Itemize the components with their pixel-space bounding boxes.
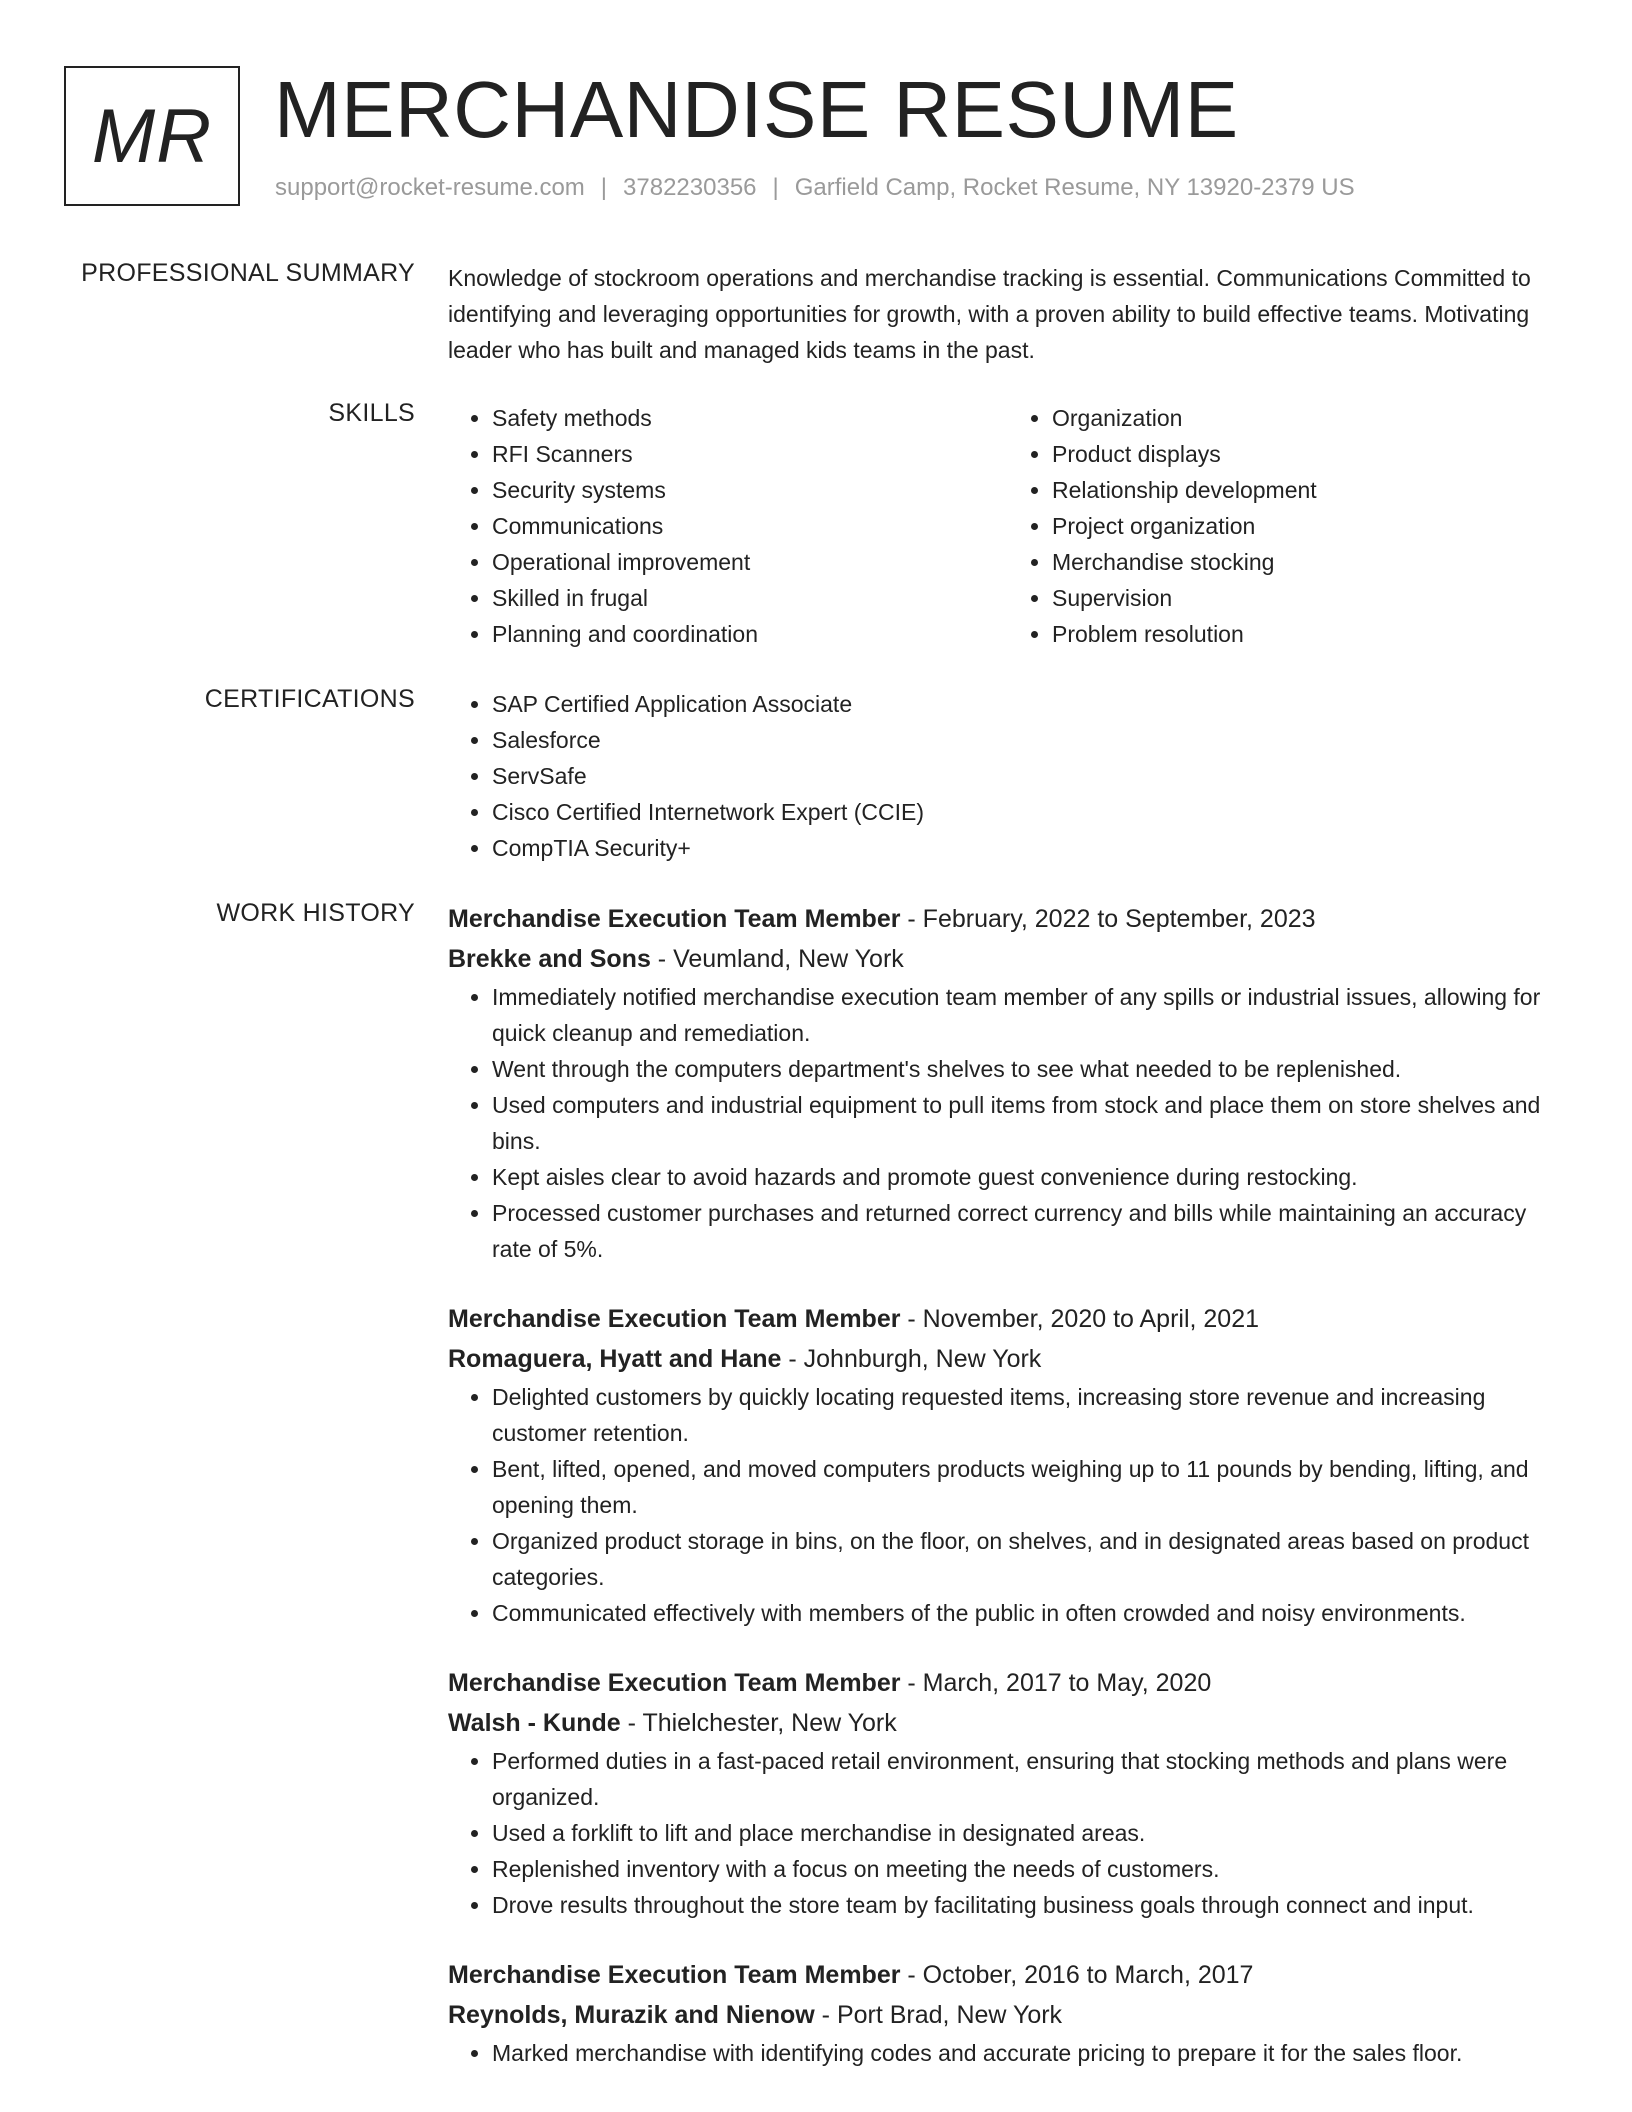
summary-body [448,260,1568,368]
job-dates: - March, 2017 to May, 2020 [900,1669,1212,1697]
resume-title: MERCHANDISE RESUME [274,65,1239,154]
contact-line [275,174,1355,202]
summary-heading: PROFESSIONAL SUMMARY [81,259,415,287]
certification-item: • CompTIA Security+ [492,830,1568,866]
contact-email: support@rocket-resume.com [275,174,585,201]
job-company-line [448,1995,1568,2035]
job-duty-item: • Kept aisles clear to avoid hazards and promote guest convenience during restocking. [492,1159,1568,1195]
job-duties-list [448,2035,1568,2071]
job-duty-item: • Processed customer purchases and returned correct currency and bills while maintaining an accuracy rate of 5%. [492,1195,1568,1267]
contact-phone: 3782230356 [623,174,757,201]
skill-item: • Merchandise stocking [1052,544,1568,580]
job-title: Merchandise Execution Team Member [448,1669,901,1697]
skill-item: • Communications [492,508,1008,544]
job-duty-item: • Replenished inventory with a focus on meeting the needs of customers. [492,1851,1568,1887]
job-dates: - November, 2020 to April, 2021 [900,1305,1260,1333]
job-company-line [448,939,1568,979]
monogram-logo: MR [64,66,240,206]
contact-address: Garfield Camp, Rocket Resume, NY 13920-2379 US [794,174,1355,201]
job-company: Romaguera, Hyatt and Hane [448,1345,782,1373]
skill-item: • Problem resolution [1052,616,1568,652]
skill-item: • Organization [1052,400,1568,436]
skill-item: • Safety methods [492,400,1008,436]
job-company-line [448,1703,1568,1743]
resume-header [64,66,1584,216]
work-history-heading: WORK HISTORY [216,899,415,927]
certifications-list [448,686,1568,866]
skill-item: • Planning and coordination [492,616,1008,652]
skill-item: • Product displays [1052,436,1568,472]
skills-body [448,400,1568,652]
job-duty-item: • Delighted customers by quickly locating requested items, increasing store revenue and increasing customer retention. [492,1379,1568,1451]
certification-item: • Salesforce [492,722,1568,758]
job-duties-list [448,1743,1568,1923]
job-entry [448,899,1568,1267]
job-company: Walsh - Kunde [448,1709,621,1737]
job-duty-item: • Performed duties in a fast-paced retail environment, ensuring that stocking methods and plans were organized. [492,1743,1568,1815]
contact-separator: | [600,174,608,201]
skill-item: • Relationship development [1052,472,1568,508]
job-duties-list [448,979,1568,1267]
job-title-line [448,1299,1568,1339]
job-duty-item: • Used computers and industrial equipment to pull items from stock and place them on store shelves and bins. [492,1087,1568,1159]
job-dates: - February, 2022 to September, 2023 [900,905,1316,933]
job-entry [448,1955,1568,2071]
job-entry [448,1663,1568,1923]
certification-item: • Cisco Certified Internetwork Expert (CCIE) [492,794,1568,830]
skill-item: • Supervision [1052,580,1568,616]
skills-list-left [448,400,1008,652]
job-title-line [448,1955,1568,1995]
job-company-line [448,1339,1568,1379]
job-duty-item: • Communicated effectively with members of the public in often crowded and noisy environments. [492,1595,1568,1631]
certification-item: • ServSafe [492,758,1568,794]
job-duties-list [448,1379,1568,1631]
job-location: - Johnburgh, New York [781,1345,1042,1373]
job-duty-item: • Drove results throughout the store team by facilitating business goals through connect and input. [492,1887,1568,1923]
job-location: - Veumland, New York [650,945,904,973]
summary-text: Knowledge of stockroom operations and merchandise tracking is essential. Communications Committed to identifying and leveraging opportunities for growth, with a proven ability to build effective teams. Motivating leader who has built and managed kids teams in the past. [448,265,1531,363]
job-duty-item: • Went through the computers department's shelves to see what needed to be replenished. [492,1051,1568,1087]
job-title-line [448,1663,1568,1703]
certification-item: • SAP Certified Application Associate [492,686,1568,722]
skill-item: • Skilled in frugal [492,580,1008,616]
skill-item: • Security systems [492,472,1008,508]
skills-heading: SKILLS [328,399,415,427]
certifications-heading: CERTIFICATIONS [204,685,415,713]
skill-item: • Project organization [1052,508,1568,544]
job-title-line [448,899,1568,939]
job-title: Merchandise Execution Team Member [448,1961,901,1989]
work-history-body [448,899,1568,2103]
job-title: Merchandise Execution Team Member [448,905,901,933]
job-duty-item: • Bent, lifted, opened, and moved computers products weighing up to 11 pounds by bending, lifting, and opening them. [492,1451,1568,1523]
contact-separator: | [772,174,779,201]
skill-item: • RFI Scanners [492,436,1008,472]
job-company: Reynolds, Murazik and Nienow [448,2001,815,2029]
job-duty-item: • Marked merchandise with identifying codes and accurate pricing to prepare it for the sales floor. [492,2035,1568,2071]
job-dates: - October, 2016 to March, 2017 [900,1961,1254,1989]
skill-item: • Operational improvement [492,544,1008,580]
job-location: - Thielchester, New York [620,1709,897,1737]
skills-list-right [1008,400,1568,652]
certifications-body [448,686,1568,866]
job-duty-item: • Organized product storage in bins, on the floor, on shelves, and in designated areas based on product categories. [492,1523,1568,1595]
job-entry [448,1299,1568,1631]
job-title: Merchandise Execution Team Member [448,1305,901,1333]
job-location: - Port Brad, New York [814,2001,1063,2029]
job-duty-item: • Immediately notified merchandise execution team member of any spills or industrial issues, allowing for quick cleanup and remediation. [492,979,1568,1051]
job-duty-item: • Used a forklift to lift and place merchandise in designated areas. [492,1815,1568,1851]
job-company: Brekke and Sons [448,945,651,973]
